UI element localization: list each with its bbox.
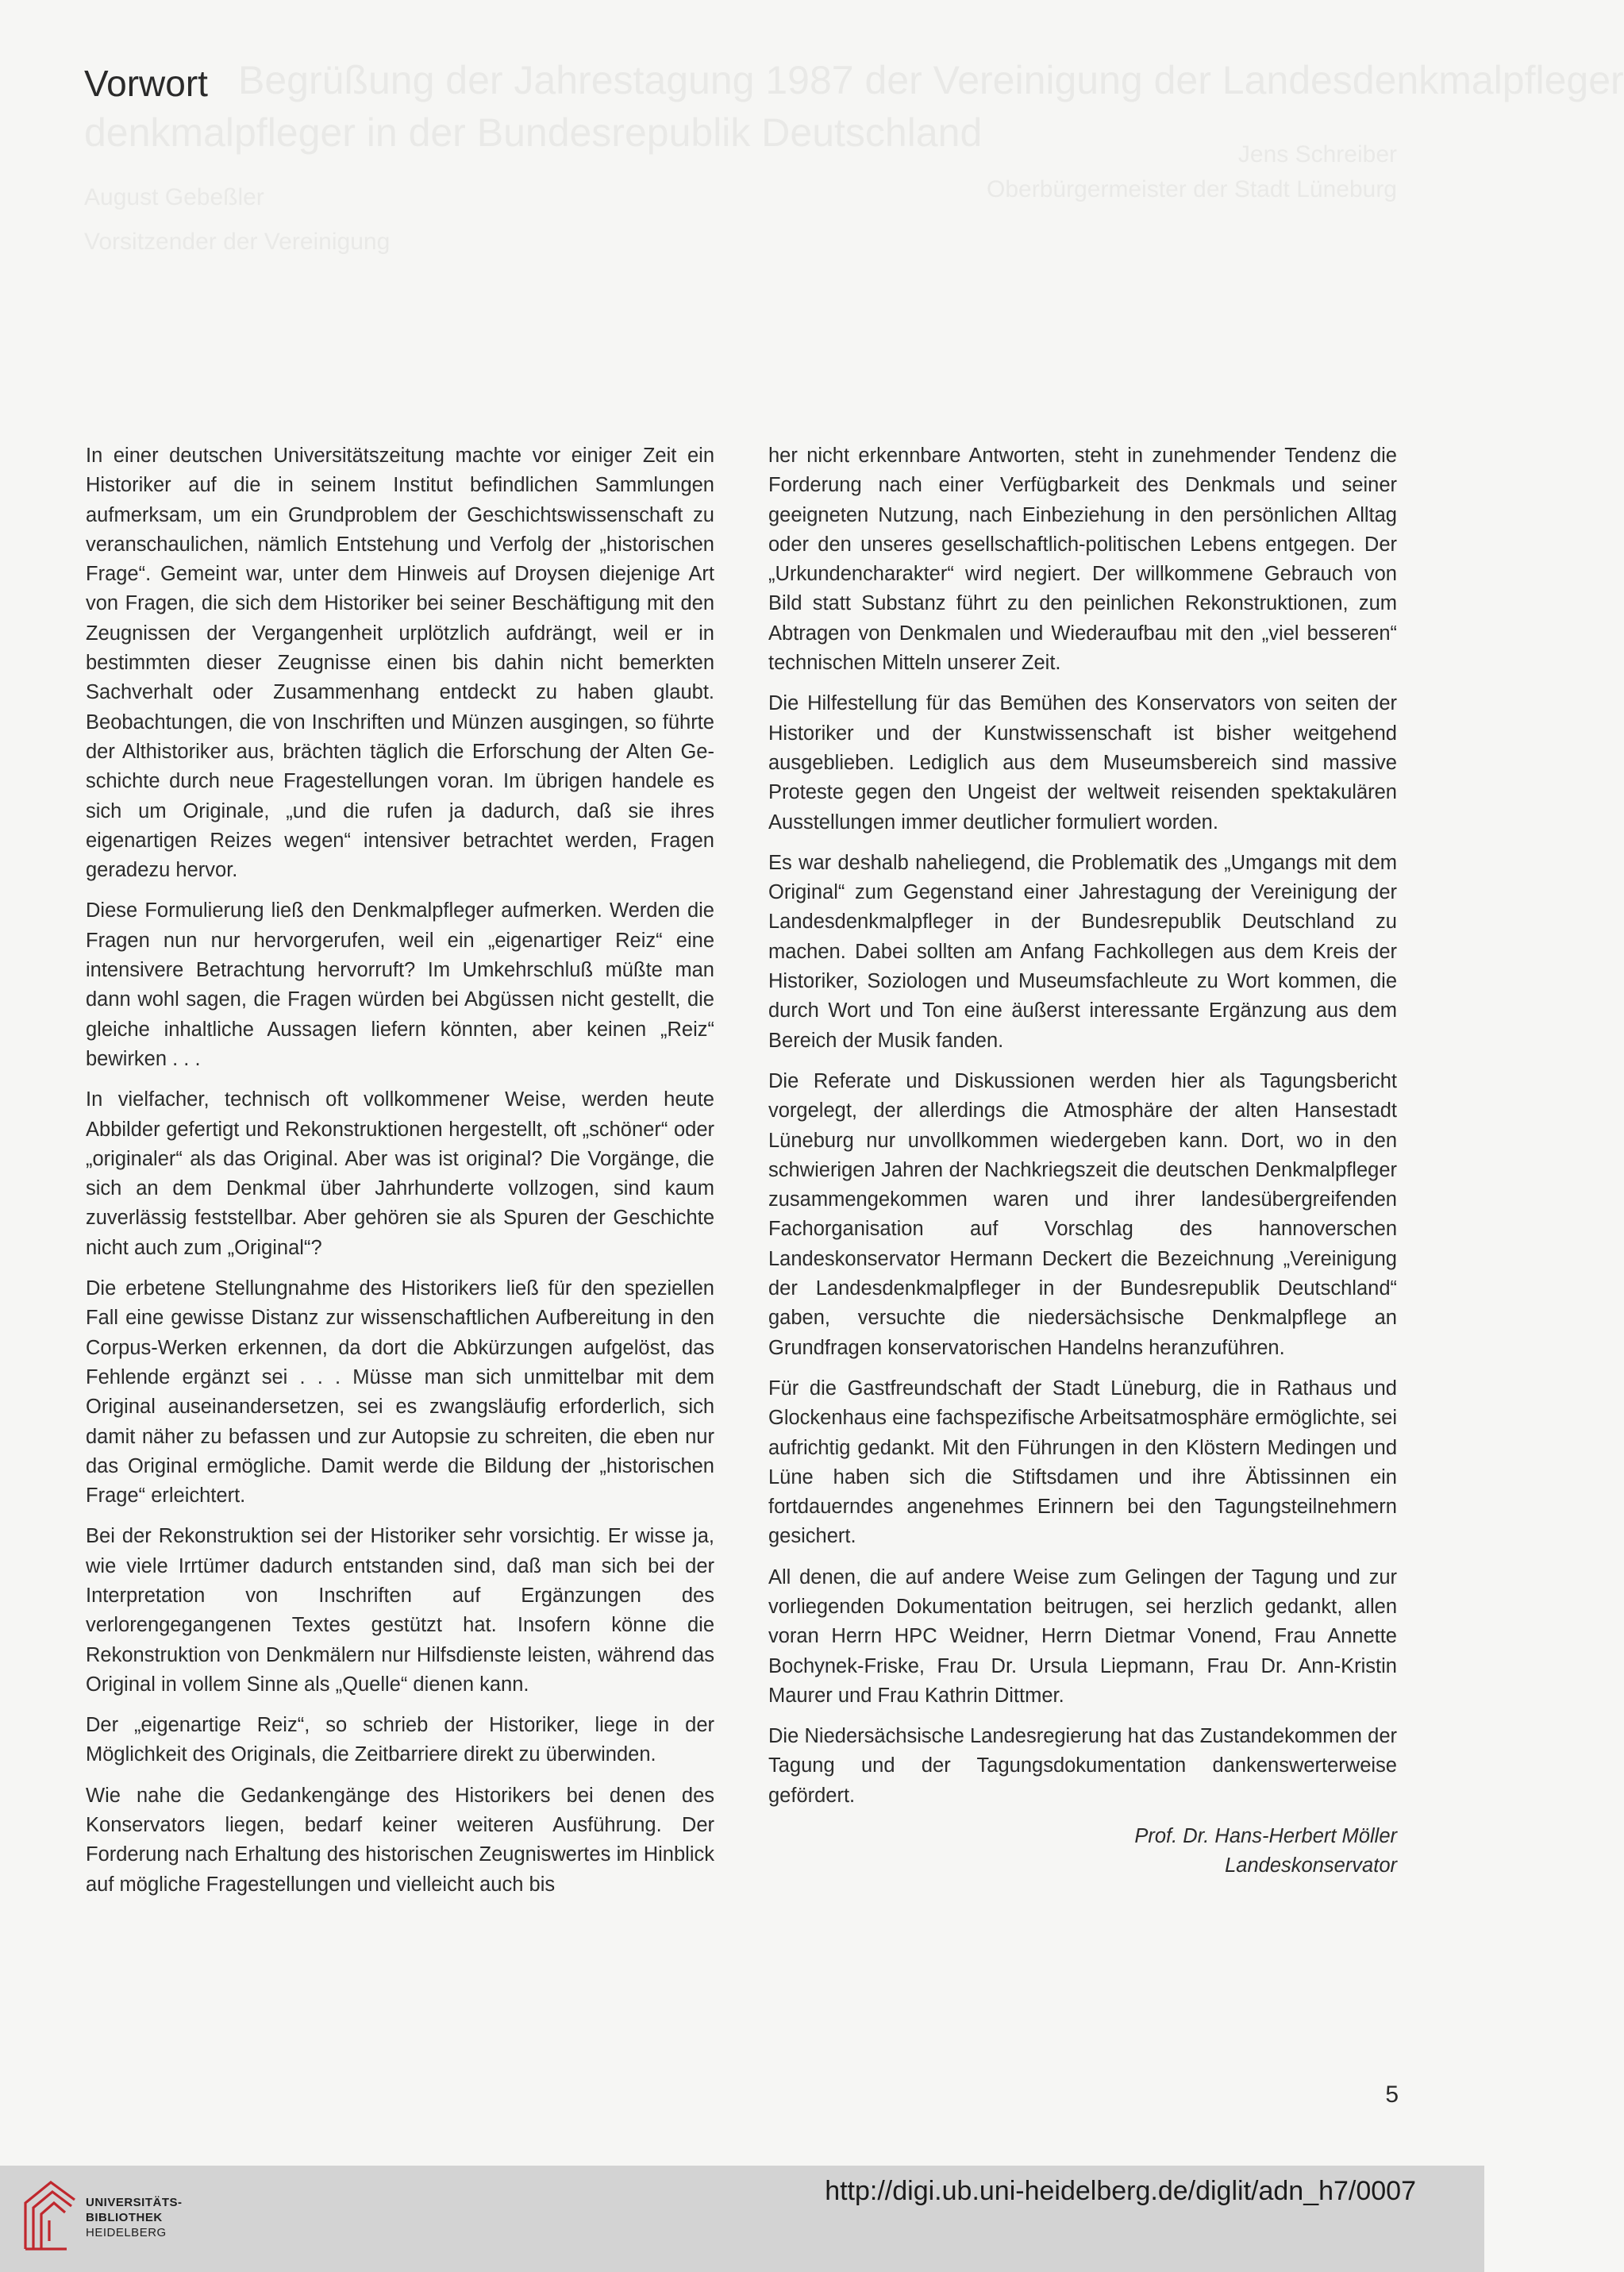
- show-through-line: Jens Schreiber: [1237, 141, 1397, 168]
- library-name-line: UNIVERSITÄTS-: [86, 2196, 183, 2209]
- text-column-right: [768, 441, 1397, 1881]
- paragraph: Die Hilfestellung für das Bemühen des Konservators von seiten der Historiker und der Kunstwissenschaft ist bisher weitgehend ausgeblieben. Lediglich aus dem Museumsbereich sind massive Proteste gegen den Ungeist der weltweit reisenden spektakulären Ausstellungen immer deutlicher formuliert worden.: [768, 692, 1397, 834]
- signature: [768, 1822, 1397, 1881]
- paragraph: In einer deutschen Universitätszeitung machte vor einiger Zeit ein Historiker auf die in seinem Institut befindlichen Sammlungen aufmerksam, um ein Grundproblem der Geschichtswissenschaft zu veranschaulichen, nämlich Entstehung und Verfolg der „historischen Frage“. Gemeint war, unter dem Hinweis auf Droysen diejenige Art von Fragen, die sich dem Historiker bei seiner Beschäftigung mit den Zeugnissen der Vergangenheit urplötzlich aufdrängt, weil er in bestimmten dieser Zeugnisse einen bis dahin nicht bemerkten Sachverhalt oder Zusammenhang entdeckt zu haben glaubt. Beobachtungen, die von Inschriften und Münzen ausgingen, so führte der Althistoriker aus, brächten täglich die Erforschung der Alten Geschichte durch neue Fragestellungen voran. Im übrigen handele es sich um Originale, „und die rufen ja dadurch, daß sie ihres eigenartigen Reizes wegen“ intensiver betrachtet werden, Fragen geradezu hervor.: [86, 445, 714, 882]
- page-title: Vorwort: [84, 63, 208, 104]
- show-through-line: Oberbürgermeister der Stadt Lüneburg: [987, 176, 1397, 202]
- show-through-line: Vorsitzender der Vereinigung: [84, 229, 391, 255]
- library-name-line: BIBLIOTHEK: [86, 2211, 163, 2224]
- paragraph: In vielfacher, technisch oft vollkommener Weise, werden heute Abbilder gefertigt und Rekonstruktionen hergestellt, oft „schöner“ oder „originaler“ als das Original. Aber was ist original? Die Vorgänge, die sich an dem Denkmal über Jahrhunderte vollzogen, sind kaum zuverlässig feststellbar. Aber gehören sie als Spuren der Geschichte nicht auch zum „Original“?: [86, 1088, 714, 1259]
- signature-role: Landeskonservator: [1225, 1854, 1397, 1877]
- signature-name: Prof. Dr. Hans-Herbert Möller: [1134, 1825, 1397, 1848]
- library-name-line: HEIDELBERG: [86, 2226, 167, 2239]
- ub-heidelberg-logo-icon[interactable]: [19, 2176, 81, 2254]
- paragraph: Es war deshalb naheliegend, die Problematik des „Umgangs mit dem Original“ zum Gegenstand einer Jahrestagung der Vereinigung der Landesdenkmalpfleger in der Bundesrepublik Deutschland zu machen. Dabei sollten am Anfang Fachkollegen aus dem Kreis der Historiker, Soziologen und Museumsfachleute zu Wort kommen, die durch Wort und Ton eine äußerst interessante Ergänzung aus dem Bereich der Musik fanden.: [768, 851, 1397, 1052]
- text-column-left: [86, 441, 714, 1911]
- paragraph: All denen, die auf andere Weise zum Gelingen der Tagung und zur vorliegenden Dokumentation beitrugen, sei herzlich gedankt, allen voran Herrn HPC Weidner, Herrn Dietmar Vonend, Frau Annette Bochynek-Friske, Frau Dr. Ursula Liepmann, Frau Dr. Ann-Kristin Maurer und Frau Kathrin Dittmer.: [768, 1565, 1397, 1707]
- page-number: 5: [1385, 2081, 1399, 2108]
- paragraph: Die Niedersächsische Landesregierung hat das Zustandekommen der Tagung und der Tagungsdokumentation dankenswerterweise gefördert.: [768, 1725, 1397, 1807]
- paragraph: Diese Formulierung ließ den Denkmalpfleger aufmerken. Werden die Fragen nun nur hervorgerufen, weil ein „eigenartiger Reiz“ eine intensivere Betrachtung hervorruft? Im Umkehrschluß müßte man dann wohl sagen, die Fragen würden bei Abgüssen nicht gestellt, die gleiche inhaltliche Aussagen liefern könnten, aber keinen „Reiz“ bewirken . . .: [86, 899, 714, 1070]
- source-url-link[interactable]: http://digi.ub.uni-heidelberg.de/diglit/adn_h7/0007: [825, 2176, 1416, 2206]
- library-name: [86, 2195, 183, 2240]
- paragraph: Bei der Rekonstruktion sei der Historiker sehr vorsichtig. Er wisse ja, wie viele Irrtümer dadurch entstanden sind, daß man sich bei der Interpretation von Inschriften auf Ergänzungen des verlorengegangenen Textes gestützt hat. Insofern könne die Rekonstruktion von Denkmälern nur Hilfsdienste leisten, während das Original in vollem Sinne als „Quelle“ dienen kann.: [86, 1525, 714, 1696]
- paragraph: Die erbetene Stellungnahme des Historikers ließ für den speziellen Fall eine gewisse Distanz zur wissenschaftlichen Aufbereitung in den Corpus-Werken erkennen, da dort die Abkürzungen aufgelöst, das Fehlende ergänzt sei . . . Müsse man sich unmittelbar mit dem Original auseinandersetzen, sei es zwangsläufig erforderlich, sich damit näher zu befassen und zur Autopsie zu schreiten, die eben nur das Original ermögliche. Damit werde die Bildung der „historischen Frage“ erleichtert.: [86, 1277, 714, 1508]
- paragraph: Für die Gastfreundschaft der Stadt Lüneburg, die in Rathaus und Glockenhaus eine fachspezifische Arbeitsatmosphäre ermöglichte, sei aufrichtig gedankt. Mit den Führungen in den Klöstern Medingen und Lüne haben sich die Stiftsdamen und ihre Äbtissinnen ein fortdauerndes angenehmes Erinnern bei den Tagungsteilnehmern gesichert.: [768, 1377, 1397, 1548]
- show-through-line: Begrüßung der Jahrestagung 1987 der Vereinigung der Landesdenkmalpfleger: [238, 58, 1624, 102]
- paragraph: Wie nahe die Gedankengänge des Historikers bei denen des Konservators liegen, bedarf keiner weiteren Ausführung. Der Forderung nach Erhaltung des historischen Zeugniswertes im Hinblick auf mögliche Fragestellungen und vielleicht auch bis: [86, 1784, 714, 1896]
- paragraph: her nicht erkennbare Antworten, steht in zunehmender Tendenz die Forderung nach einer Verfügbarkeit des Denkmals und seiner geeigneten Nutzung, nach Einbeziehung in den persönlichen Alltag oder den unseres gesellschaftlich-politischen Lebens entgegen. Der „Urkundencharakter“ wird negiert. Der willkommene Gebrauch von Bild statt Substanz führt zu den peinlichen Rekonstruktionen, zum Abtragen von Denkmalen und Wiederaufbau mit den „viel besseren“ technischen Mitteln unserer Zeit.: [768, 445, 1397, 675]
- paragraph: Die Referate und Diskussionen werden hier als Tagungsbericht vorgelegt, der allerdings die Atmosphäre der alten Hansestadt Lüneburg nur unvollkommen wiedergeben kann. Dort, wo in den schwierigen Jahren der Nachkriegszeit die deutschen Denkmalpfleger zusammengekommen waren und ihrer landesübergreifenden Fachorganisation auf Vorschlag des hannoverschen Landeskonservator Hermann Deckert die Bezeichnung „Vereinigung der Landesdenkmalpfleger in der Bundesrepublik Deutschland“ gaben, versuchte die niedersächsische Denkmalpflege an Grundfragen konservatorischen Handelns heranzuführen.: [768, 1069, 1397, 1359]
- paragraph: Der „eigenartige Reiz“, so schrieb der Historiker, liege in der Möglichkeit des Originals, die Zeitbarriere direkt zu überwinden.: [86, 1714, 714, 1766]
- show-through-line: August Gebeßler: [84, 184, 264, 210]
- show-through-line: denkmalpfleger in der Bundesrepublik Deutschland: [84, 110, 983, 155]
